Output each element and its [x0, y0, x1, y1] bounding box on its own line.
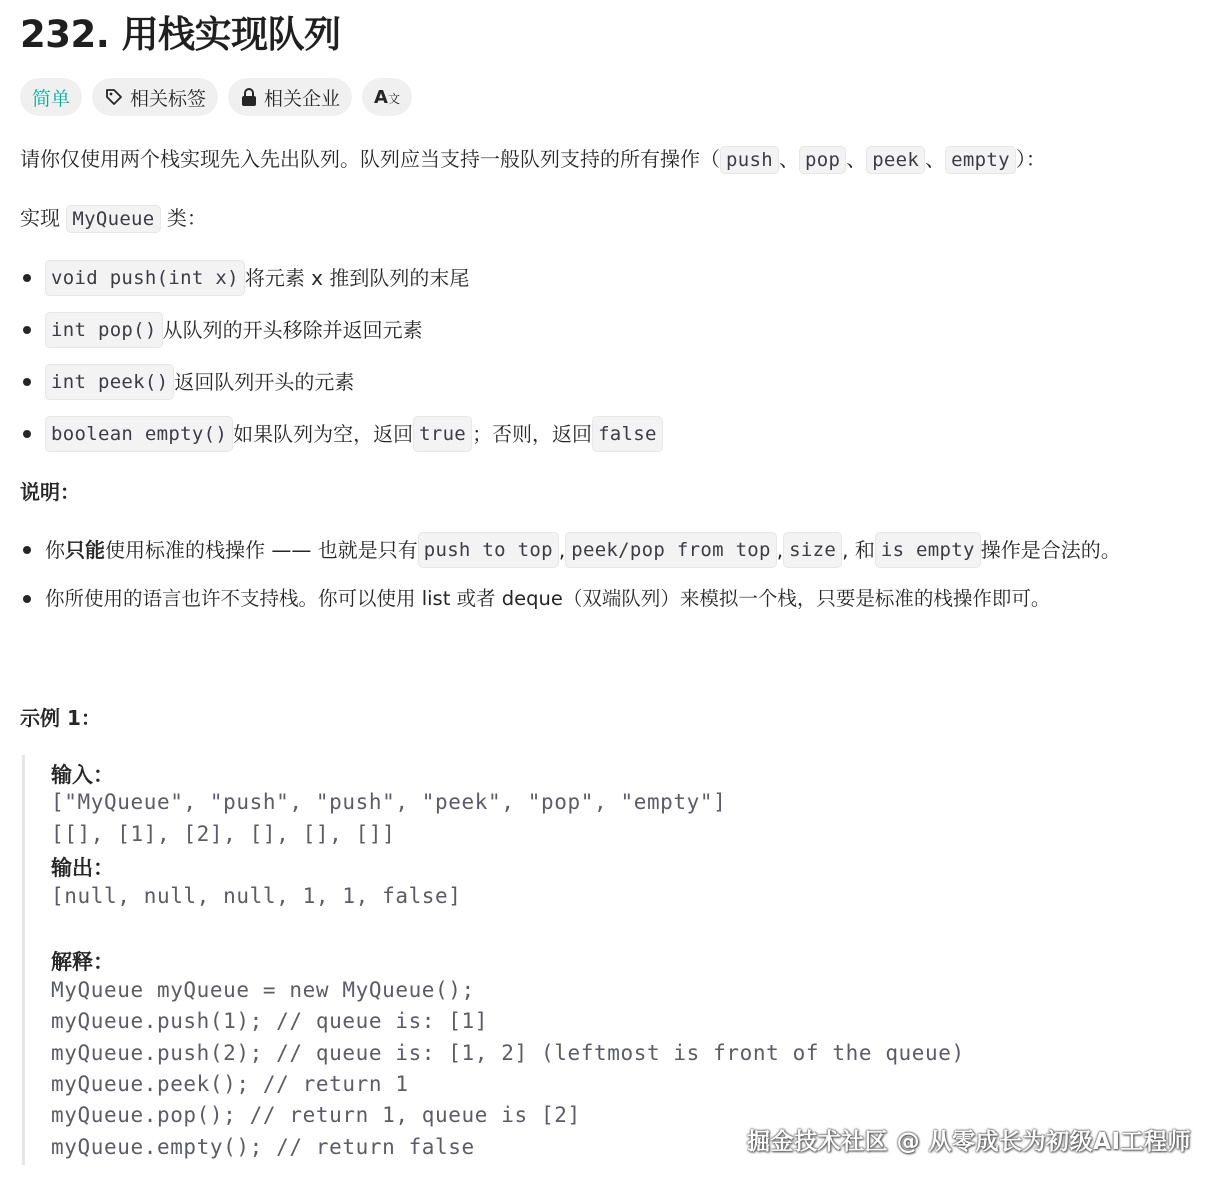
- method-item: int pop() 从队列的开头移除并返回元素: [20, 312, 423, 348]
- method-item: void push(int x) 将元素 x 推到队列的末尾: [20, 260, 469, 296]
- op-pop: pop: [799, 146, 846, 174]
- related-tags-button[interactable]: [92, 78, 218, 116]
- difficulty-label: 简单: [32, 87, 71, 110]
- method-signature: int pop(): [45, 312, 163, 348]
- explain-label: 解释：: [51, 950, 114, 974]
- watermark: 掘金技术社区 @ 从零成长为初级AI工程师: [747, 1129, 1191, 1155]
- explain-line: MyQueue myQueue = new MyQueue();: [51, 978, 475, 1002]
- translate-button[interactable]: [362, 78, 412, 116]
- method-item: int peek() 返回队列开头的元素: [20, 364, 354, 400]
- output-line: [null, null, null, 1, 1, false]: [51, 884, 462, 908]
- op-push: push: [720, 146, 779, 174]
- class-name: MyQueue: [66, 205, 160, 233]
- difficulty-tag[interactable]: [20, 78, 82, 116]
- explain-line: myQueue.empty(); // return false: [51, 1135, 475, 1159]
- related-tags-label: 相关标签: [130, 87, 207, 110]
- explain-line: myQueue.push(1); // queue is: [1]: [51, 1009, 489, 1033]
- input-line: ["MyQueue", "push", "push", "peek", "pop", "empty"]: [51, 790, 727, 814]
- method-item: boolean empty() 如果队列为空，返回 true ；否则，返回 false: [20, 416, 663, 452]
- note-item: 你 只能 使用标准的栈操作 —— 也就是只有 push to top , peek/pop from top , size , 和 is empty 操作是合法的。: [20, 532, 1121, 568]
- related-companies-button[interactable]: [228, 78, 352, 116]
- translate-icon: A文: [374, 86, 400, 108]
- explain-line: myQueue.push(2); // queue is: [1, 2] (leftmost is front of the queue): [51, 1041, 965, 1065]
- related-companies-label: 相关企业: [264, 87, 341, 110]
- method-signature: int peek(): [45, 364, 174, 400]
- notes-heading: 说明：: [20, 480, 80, 504]
- problem-title: 232. 用栈实现队列: [20, 13, 341, 56]
- explain-line: myQueue.pop(); // return 1, queue is [2]: [51, 1103, 581, 1127]
- output-label: 输出：: [51, 856, 114, 880]
- tag-row: [20, 78, 412, 116]
- input-label: 输入：: [51, 763, 114, 787]
- method-signature: void push(int x): [45, 260, 245, 296]
- lock-icon: [240, 87, 258, 107]
- explain-line: myQueue.peek(); // return 1: [51, 1072, 409, 1096]
- note-item: 你所使用的语言也许不支持栈。你可以使用 list 或者 deque（双端队列）来模拟一个栈，只要是标准的栈操作即可。: [20, 584, 1050, 614]
- intro-paragraph: 请你仅使用两个栈实现先入先出队列。队列应当支持一般队列支持的所有操作（ push 、 pop 、 peek 、 empty ）：: [20, 144, 1046, 175]
- tag-icon: [104, 87, 124, 107]
- input-line: [[], [1], [2], [], [], []]: [51, 822, 396, 846]
- example-block: [22, 755, 1202, 1165]
- op-peek: peek: [866, 146, 925, 174]
- method-signature: boolean empty(): [45, 416, 233, 452]
- op-empty: empty: [945, 146, 1016, 174]
- impl-paragraph: 实现 MyQueue 类：: [20, 203, 207, 234]
- example-heading: 示例 1：: [20, 706, 101, 730]
